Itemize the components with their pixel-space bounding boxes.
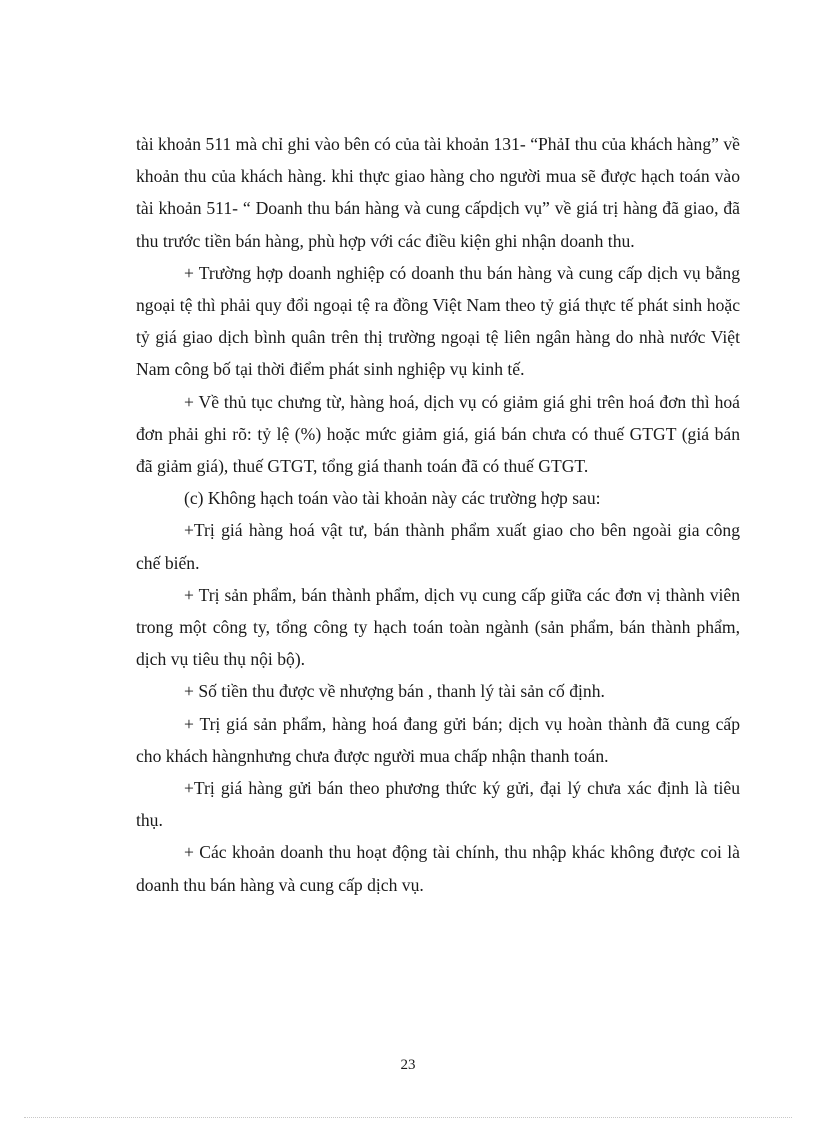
paragraph-foreign-currency: + Trường hợp doanh nghiệp có doanh thu bán hàng và cung cấp dịch vụ bằng ngoại tệ thì phải quy đổi ngoại tệ ra đồng Việt Nam theo tỷ giá thực tế phát sinh hoặc tỷ giá giao dịch bình quân trên thị trường ngoại tệ liên ngân hàng do nhà nước Việt Nam công bố tại thời điểm phát sinh nghiệp vụ kinh tế. (136, 262, 740, 380)
paragraph-section-c-heading: (c) Không hạch toán vào tài khoản này các trường hợp sau: (184, 488, 601, 509)
paragraph-continuation: tài khoản 511 mà chỉ ghi vào bên có của tài khoản 131- “PhảI thu của khách hàng” về khoản thu của khách hàng. khi thực giao hàng cho người mua sẽ được hạch toán vào tài khoản 511- “ Doanh thu bán hàng và cung cấpdịch vụ” về giá trị hàng đã giao, đã thu trước tiền bán hàng, phù hợp với các điều kiện ghi nhận doanh thu. (136, 134, 740, 251)
paragraph-invoice-procedure: + Về thủ tục chưng từ, hàng hoá, dịch vụ có giảm giá ghi trên hoá đơn thì hoá đơn phải ghi rõ: tỷ lệ (%) hoặc mức giảm giá, giá bán chưa có thuế GTGT (giá bán đã giảm giá), thuế GTGT, tổng giá thanh toán đã có thuế GTGT. (136, 391, 740, 477)
paragraph-item-internal: + Trị sản phẩm, bán thành phẩm, dịch vụ cung cấp giữa các đơn vị thành viên trong một công ty, tổng công ty hạch toán toàn ngành (sản phẩm, bán thành phẩm, dịch vụ tiêu thụ nội bộ). (136, 584, 740, 670)
paragraph-item-agency: +Trị giá hàng gửi bán theo phương thức ký gửi, đại lý chưa xác định là tiêu thụ. (136, 778, 740, 831)
paragraph-item-asset-sale: + Số tiền thu được về nhượng bán , thanh lý tài sản cố định. (184, 681, 605, 702)
document-body (136, 128, 740, 901)
page-bottom-border (24, 1117, 792, 1118)
paragraph-item-financial: + Các khoản doanh thu hoạt động tài chính, thu nhập khác không được coi là doanh thu bán hàng và cung cấp dịch vụ. (136, 842, 740, 895)
paragraph-item-processing: +Trị giá hàng hoá vật tư, bán thành phẩm xuất giao cho bên ngoài gia công chế biến. (136, 520, 740, 573)
page-number: 23 (400, 1057, 416, 1073)
paragraph-item-consigned: + Trị giá sản phẩm, hàng hoá đang gửi bán; dịch vụ hoàn thành đã cung cấp cho khách hàngnhưng chưa được người mua chấp nhận thanh toán. (136, 713, 740, 766)
